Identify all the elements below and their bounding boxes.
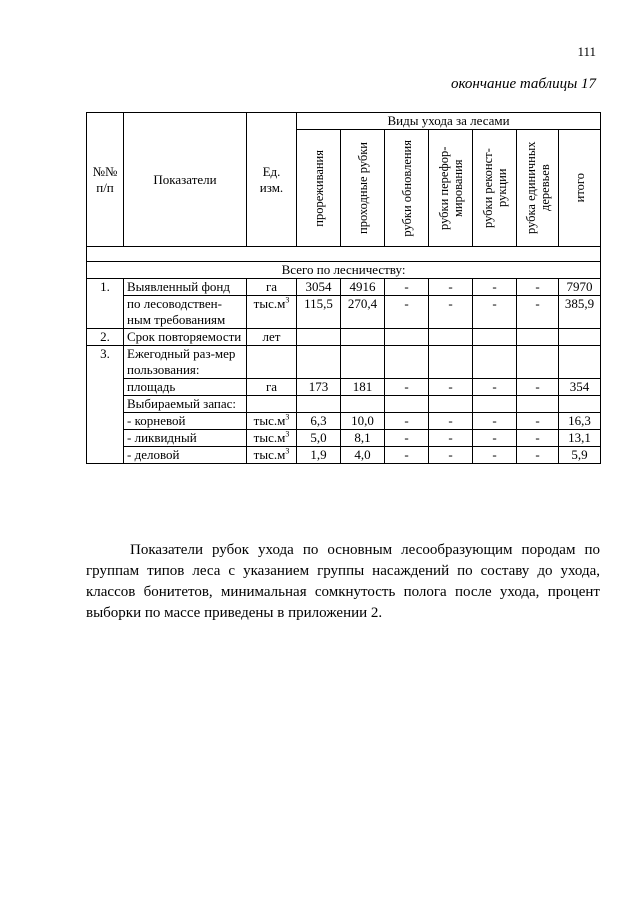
header-col: прореживания xyxy=(297,130,341,247)
row-value: - xyxy=(517,379,559,396)
row-value: - xyxy=(385,430,429,447)
row-value: - xyxy=(429,279,473,296)
row-unit xyxy=(247,346,297,379)
row-value: 13,1 xyxy=(559,430,601,447)
row-value xyxy=(517,346,559,379)
row-value xyxy=(559,396,601,413)
row-value: - xyxy=(385,296,429,329)
table-row xyxy=(87,296,601,329)
row-value: - xyxy=(429,430,473,447)
row-value xyxy=(297,329,341,346)
row-number xyxy=(87,379,124,396)
row-label: Ежегодный раз-мер пользования: xyxy=(124,346,247,379)
row-number xyxy=(87,413,124,430)
row-value: 5,0 xyxy=(297,430,341,447)
row-value xyxy=(559,346,601,379)
row-value: - xyxy=(473,413,517,430)
row-value xyxy=(517,396,559,413)
row-value: - xyxy=(473,279,517,296)
header-col: рубки реконст-рукции xyxy=(473,130,517,247)
row-number xyxy=(87,447,124,464)
header-unit: Ед. изм. xyxy=(247,113,297,247)
row-value xyxy=(473,329,517,346)
table-row xyxy=(87,279,601,296)
row-value xyxy=(559,329,601,346)
table-row xyxy=(87,329,601,346)
row-value: 354 xyxy=(559,379,601,396)
row-unit: $тыс.м^3$ xyxy=(247,430,297,447)
row-value: 5,9 xyxy=(559,447,601,464)
row-value xyxy=(429,346,473,379)
spacer-row xyxy=(87,247,601,262)
row-number xyxy=(87,296,124,329)
section-title: Всего по лесничеству: xyxy=(87,262,601,279)
row-label: Выявленный фонд xyxy=(124,279,247,296)
row-value xyxy=(473,396,517,413)
row-value: 16,3 xyxy=(559,413,601,430)
forest-care-table xyxy=(86,112,601,464)
row-number xyxy=(87,396,124,413)
row-value: 173 xyxy=(297,379,341,396)
row-value: - xyxy=(385,279,429,296)
row-value: - xyxy=(385,447,429,464)
row-value: 7970 xyxy=(559,279,601,296)
row-value xyxy=(517,329,559,346)
row-value: 10,0 xyxy=(341,413,385,430)
row-value: - xyxy=(429,296,473,329)
table-row xyxy=(87,346,601,379)
row-value: 4916 xyxy=(341,279,385,296)
header-col: рубки перефор-мирования xyxy=(429,130,473,247)
row-value: 6,3 xyxy=(297,413,341,430)
table-row xyxy=(87,430,601,447)
header-col: рубки обновления xyxy=(385,130,429,247)
row-value: 385,9 xyxy=(559,296,601,329)
row-value: - xyxy=(385,379,429,396)
row-unit xyxy=(247,396,297,413)
row-value: - xyxy=(473,430,517,447)
section-row xyxy=(87,262,601,279)
row-label: по лесоводствен-ным требованиям xyxy=(124,296,247,329)
table-body xyxy=(87,279,601,464)
row-value: - xyxy=(517,279,559,296)
row-unit: лет xyxy=(247,329,297,346)
header-no: №№ п/п xyxy=(87,113,124,247)
table-row xyxy=(87,447,601,464)
row-value: - xyxy=(517,296,559,329)
table-row xyxy=(87,379,601,396)
row-value: 8,1 xyxy=(341,430,385,447)
row-unit: га xyxy=(247,279,297,296)
row-value: - xyxy=(429,379,473,396)
row-value xyxy=(297,346,341,379)
row-value: - xyxy=(517,430,559,447)
row-value: - xyxy=(517,413,559,430)
row-number: 2. xyxy=(87,329,124,346)
row-value: - xyxy=(473,296,517,329)
row-value xyxy=(429,396,473,413)
header-col: рубка единичных деревьев xyxy=(517,130,559,247)
row-value xyxy=(341,346,385,379)
row-value: - xyxy=(473,379,517,396)
row-unit: $тыс.м^3$ xyxy=(247,447,297,464)
row-value xyxy=(341,329,385,346)
row-value xyxy=(385,346,429,379)
row-value: 1,9 xyxy=(297,447,341,464)
row-number xyxy=(87,430,124,447)
row-value: 181 xyxy=(341,379,385,396)
row-value: 4,0 xyxy=(341,447,385,464)
row-label: - ликвидный xyxy=(124,430,247,447)
header-indicators: Показатели xyxy=(124,113,247,247)
table-row xyxy=(87,413,601,430)
row-value xyxy=(385,329,429,346)
row-value xyxy=(385,396,429,413)
row-unit: га xyxy=(247,379,297,396)
row-value: - xyxy=(429,413,473,430)
row-label: Выбираемый запас: xyxy=(124,396,247,413)
row-unit: $тыс.м^3$ xyxy=(247,296,297,329)
row-label: площадь xyxy=(124,379,247,396)
row-value: - xyxy=(429,447,473,464)
row-value: - xyxy=(517,447,559,464)
row-value: - xyxy=(473,447,517,464)
row-label: Срок повторяемости xyxy=(124,329,247,346)
row-value: 115,5 xyxy=(297,296,341,329)
table-row xyxy=(87,396,601,413)
row-value: - xyxy=(385,413,429,430)
row-value: 270,4 xyxy=(341,296,385,329)
body-paragraph: Показатели рубок ухода по основным лесообразующим породам по группам типов леса с указанием группы насаждений по составу до ухода, классов бонитетов, минимальная сомкнутость полога после ухода, процент выборки по массе приведены в приложении 2. xyxy=(86,542,600,621)
page-number: 111 xyxy=(577,44,596,59)
row-number: 1. xyxy=(87,279,124,296)
row-value xyxy=(429,329,473,346)
row-label: - деловой xyxy=(124,447,247,464)
table-caption: окончание таблицы 17 xyxy=(450,76,596,92)
header-col: итого xyxy=(559,130,601,247)
row-value xyxy=(297,396,341,413)
row-label: - корневой xyxy=(124,413,247,430)
header-col: проходные рубки xyxy=(341,130,385,247)
row-value: 3054 xyxy=(297,279,341,296)
row-unit: $тыс.м^3$ xyxy=(247,413,297,430)
row-value xyxy=(341,396,385,413)
header-group: Виды ухода за лесами xyxy=(297,113,601,130)
row-number: 3. xyxy=(87,346,124,379)
row-value xyxy=(473,346,517,379)
